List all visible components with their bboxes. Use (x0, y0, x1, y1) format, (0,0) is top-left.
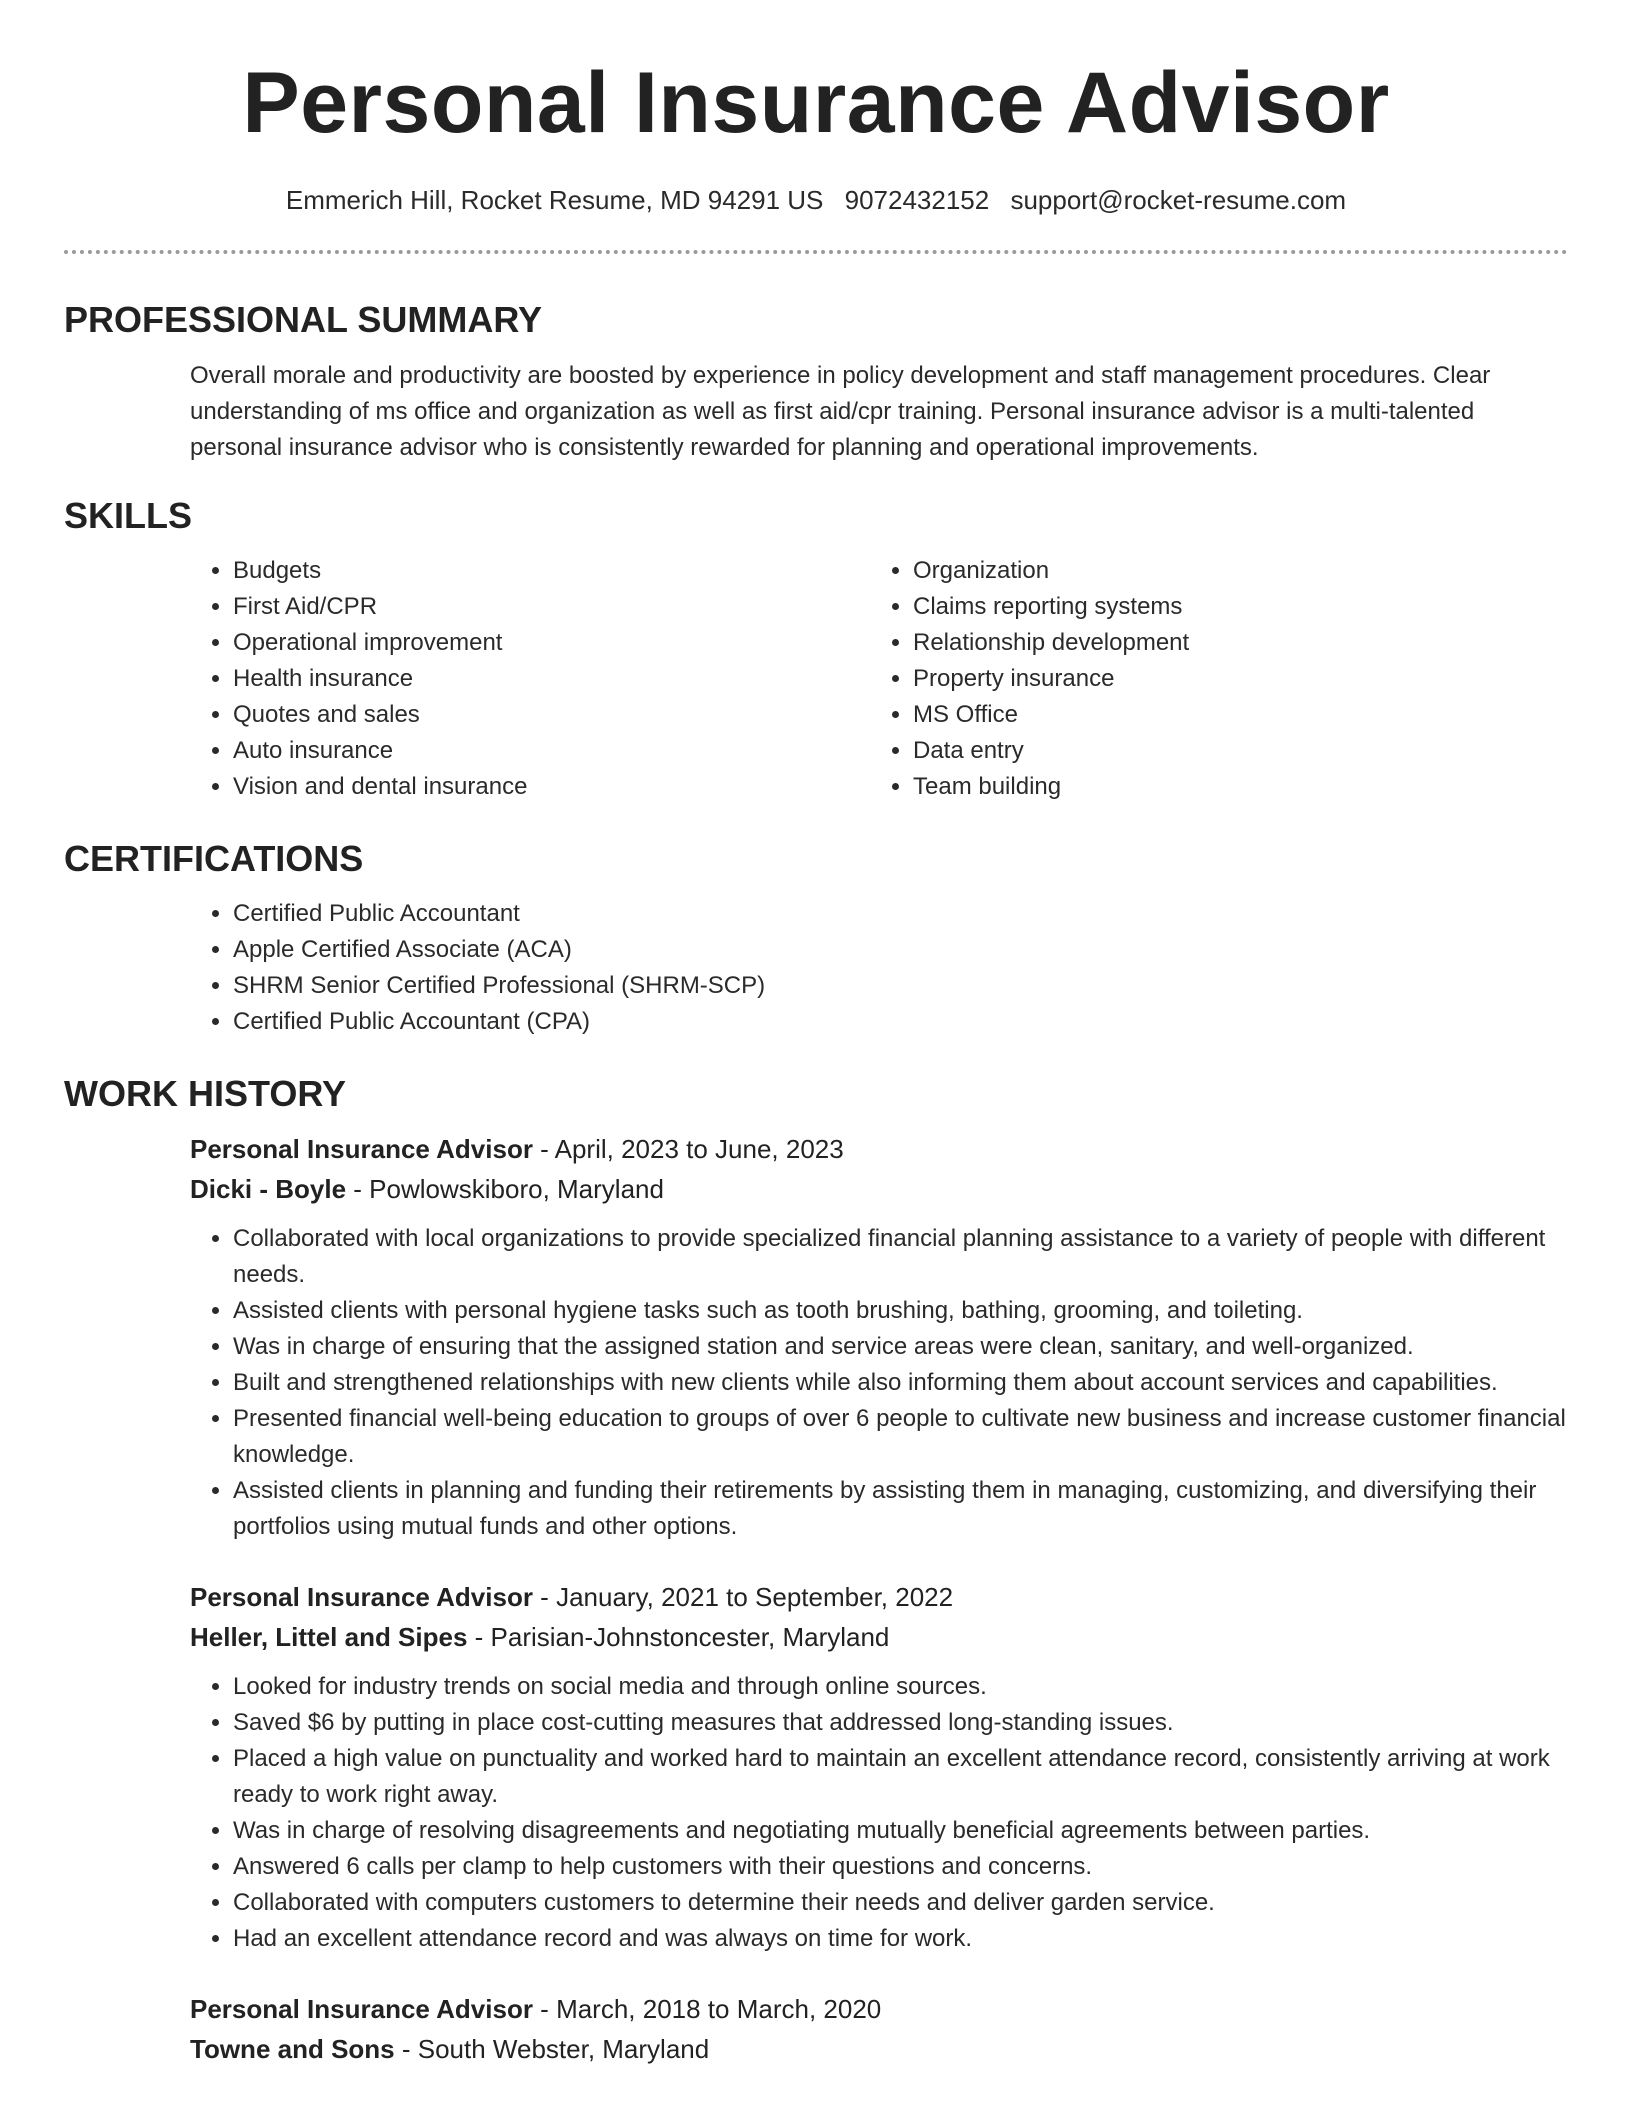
job-bullet: • Assisted clients in planning and funding their retirements by assisting them in managing, customizing, and diversifying their portfolios using mutual funds and other options. (233, 1473, 1568, 1545)
certification-item: • SHRM Senior Certified Professional (SHRM-SCP) (233, 968, 1568, 1004)
certification-item: • Apple Certified Associate (ACA) (233, 932, 1568, 968)
resume-header (0, 0, 1632, 216)
job-entry (190, 1129, 1568, 1545)
skills-grid (190, 553, 1568, 805)
job-bullet: • Presented financial well-being education to groups of over 6 people to cultivate new business and increase customer financial knowledge. (233, 1401, 1568, 1473)
summary-title: PROFESSIONAL SUMMARY (64, 299, 543, 341)
job-dates: April, 2023 to June, 2023 (554, 1134, 844, 1165)
job-company-line: Towne and Sons - South Webster, Maryland (190, 2034, 710, 2065)
job-location: South Webster, Maryland (417, 2034, 710, 2065)
job-dates: January, 2021 to September, 2022 (556, 1582, 954, 1613)
job-bullet: • Assisted clients with personal hygiene tasks such as tooth brushing, bathing, grooming, and toileting. (233, 1293, 1568, 1329)
skills-column-left (190, 553, 870, 805)
skill-item: • Health insurance (233, 661, 870, 697)
job-title-line: Personal Insurance Advisor - March, 2018 to March, 2020 (190, 1994, 882, 2025)
skill-item: • First Aid/CPR (233, 589, 870, 625)
skill-item: • Auto insurance (233, 733, 870, 769)
skill-item: • Team building (913, 769, 1550, 805)
job-bullet: • Collaborated with local organizations to provide specialized financial planning assistance to a variety of people with different needs. (233, 1221, 1568, 1293)
job-dates: March, 2018 to March, 2020 (556, 1994, 882, 2025)
summary-section (64, 298, 1568, 465)
job-bullet: • Saved $6 by putting in place cost-cutting measures that addressed long-standing issues. (233, 1705, 1568, 1741)
skill-item: • Budgets (233, 553, 870, 589)
skill-item: • MS Office (913, 697, 1550, 733)
summary-text: Overall morale and productivity are boosted by experience in policy development and staff management procedures. Clear understanding of ms office and organization as well as first aid/cpr training. Personal insurance advisor is a multi-talented personal insurance advisor who is consistently rewarded for planning and operational improvements. (190, 361, 1491, 461)
certification-item: • Certified Public Accountant (CPA) (233, 1004, 1568, 1040)
skills-title: SKILLS (64, 494, 193, 536)
job-bullet: • Had an excellent attendance record and was always on time for work. (233, 1921, 1568, 1957)
certification-item: • Certified Public Accountant (233, 896, 1568, 932)
job-company-line: Heller, Littel and Sipes - Parisian-Johnstoncester, Maryland (190, 1622, 890, 1653)
skills-section (64, 494, 1568, 805)
job-bullet: • Answered 6 calls per clamp to help customers with their questions and concerns. (233, 1849, 1568, 1885)
resume-name: Personal Insurance Advisor (242, 55, 1390, 151)
certifications-title: CERTIFICATIONS (64, 837, 364, 879)
skill-item: • Data entry (913, 733, 1550, 769)
contact-line (0, 185, 1632, 216)
job-company: Dicki - Boyle (190, 1174, 347, 1205)
job-title-line: Personal Insurance Advisor - April, 2023 to June, 2023 (190, 1134, 844, 1165)
job-bullet: • Collaborated with computers customers to determine their needs and deliver garden service. (233, 1885, 1568, 1921)
skill-item: • Quotes and sales (233, 697, 870, 733)
job-title: Personal Insurance Advisor (190, 1134, 533, 1165)
contact-address: Emmerich Hill, Rocket Resume, MD 94291 US (285, 185, 824, 216)
contact-phone: 9072432152 (844, 185, 990, 216)
skill-item: • Property insurance (913, 661, 1550, 697)
work-history-title: WORK HISTORY (64, 1072, 347, 1114)
work-history-section (64, 1072, 1568, 2069)
skills-column-right (870, 553, 1550, 805)
job-location: Parisian-Johnstoncester, Maryland (490, 1622, 890, 1653)
contact-email: support@rocket-resume.com (1010, 185, 1347, 216)
skill-item: • Organization (913, 553, 1550, 589)
job-entry (190, 1577, 1568, 1957)
job-bullet: • Looked for industry trends on social media and through online sources. (233, 1669, 1568, 1705)
job-location: Powlowskiboro, Maryland (369, 1174, 664, 1205)
job-title: Personal Insurance Advisor (190, 1994, 533, 2025)
header-divider (64, 250, 1568, 254)
job-company: Towne and Sons (190, 2034, 395, 2065)
skill-item: • Claims reporting systems (913, 589, 1550, 625)
job-company-line: Dicki - Boyle - Powlowskiboro, Maryland (190, 1174, 664, 1205)
job-entry (190, 1989, 1568, 2069)
job-bullet: • Built and strengthened relationships with new clients while also informing them about account services and capabilities. (233, 1365, 1568, 1401)
job-company: Heller, Littel and Sipes (190, 1622, 468, 1653)
skill-item: • Vision and dental insurance (233, 769, 870, 805)
job-bullet: • Was in charge of ensuring that the assigned station and service areas were clean, sanitary, and well-organized. (233, 1329, 1568, 1365)
job-title: Personal Insurance Advisor (190, 1582, 533, 1613)
job-bullet: • Placed a high value on punctuality and worked hard to maintain an excellent attendance record, consistently arriving at work ready to work right away. (233, 1741, 1568, 1813)
job-bullet: • Was in charge of resolving disagreements and negotiating mutually beneficial agreements between parties. (233, 1813, 1568, 1849)
certifications-section (64, 837, 1568, 1040)
skill-item: • Relationship development (913, 625, 1550, 661)
skill-item: • Operational improvement (233, 625, 870, 661)
job-title-line: Personal Insurance Advisor - January, 2021 to September, 2022 (190, 1582, 954, 1613)
